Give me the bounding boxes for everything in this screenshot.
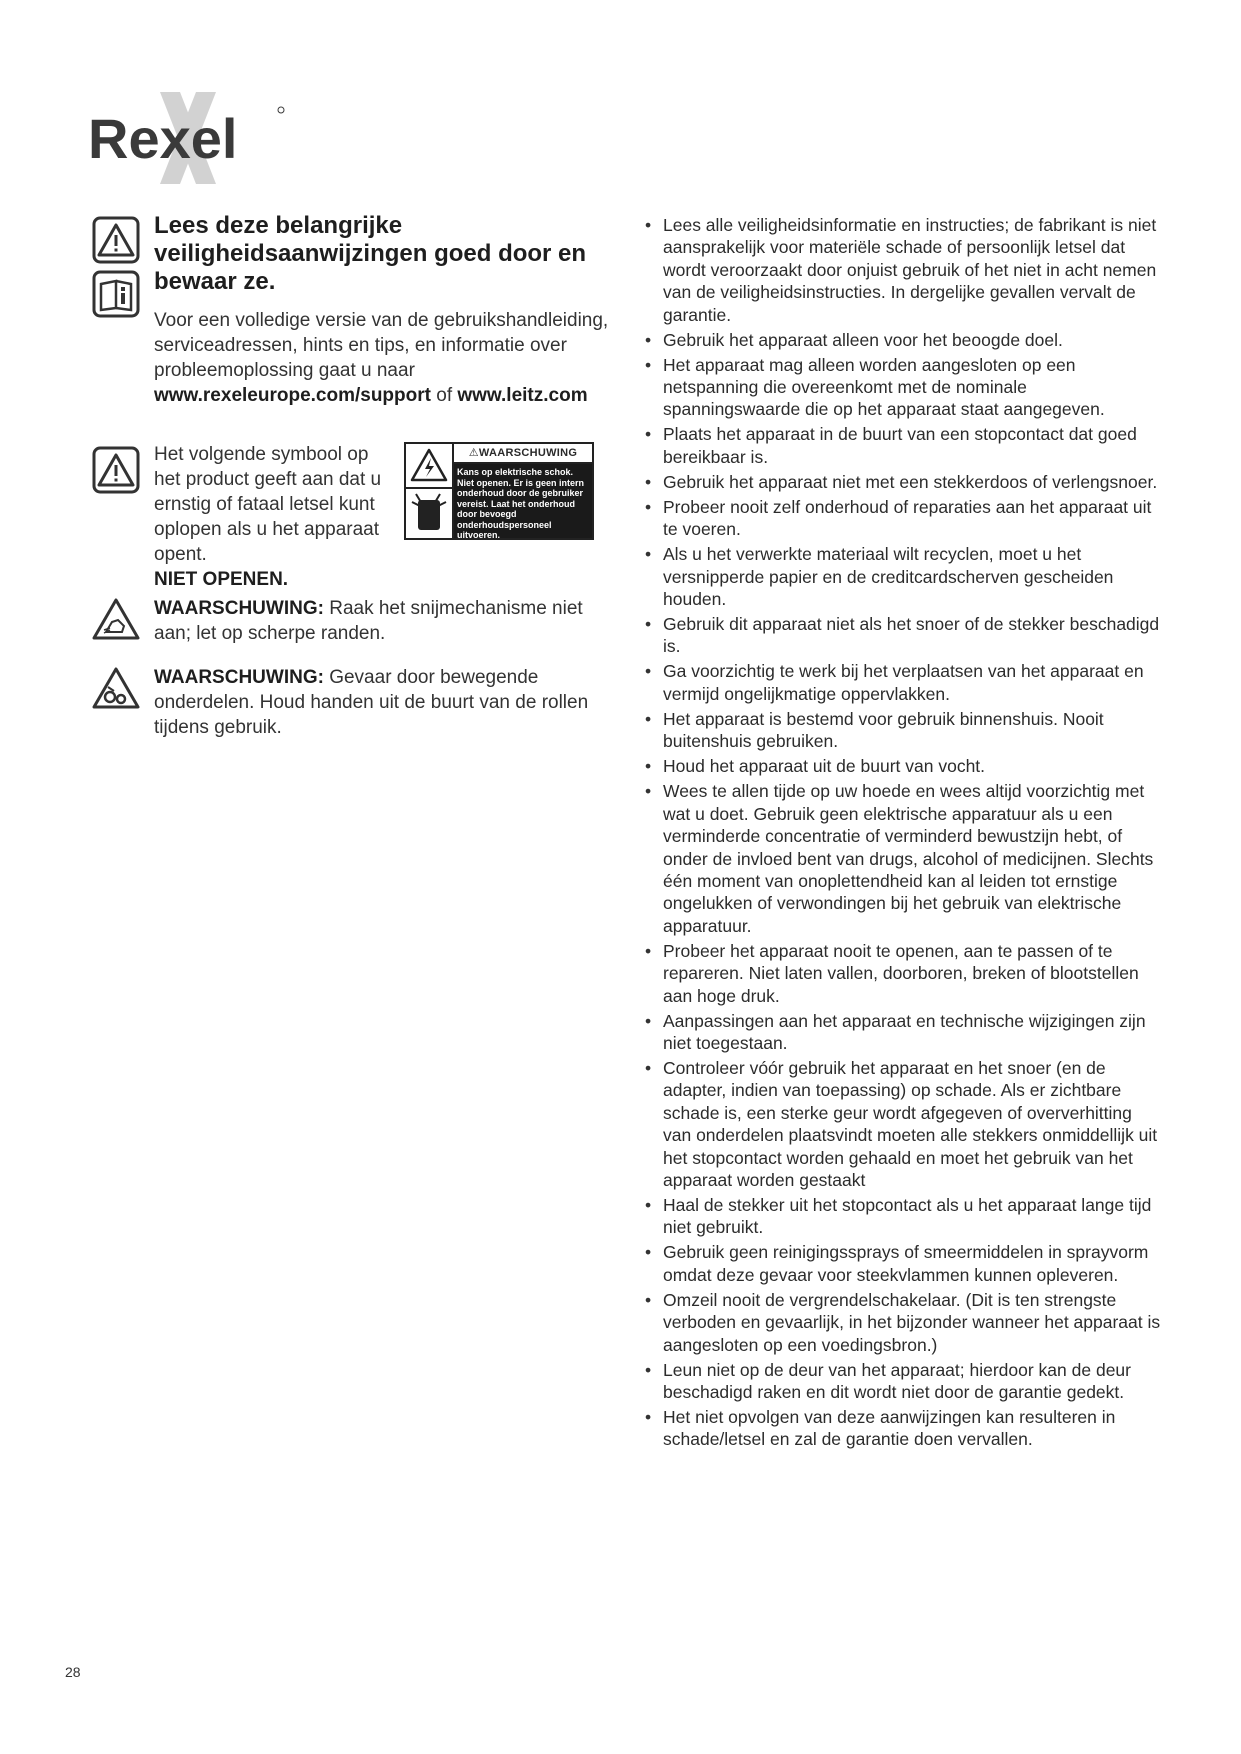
warning-triangle-icon	[92, 216, 140, 264]
list-item: • Het niet opvolgen van deze aanwijzingen kan resulteren in schade/letsel en zal de garantie doen vervallen.	[651, 1406, 1161, 1451]
moving-parts-warning-section	[92, 665, 612, 740]
cutting-warning-section	[92, 596, 612, 656]
do-not-open-text: NIET OPENEN.	[154, 569, 289, 590]
leitz-link[interactable]: www.leitz.com	[457, 385, 588, 406]
list-item: • Gebruik het apparaat alleen voor het beoogde doel.	[651, 329, 1161, 351]
list-item: • Het apparaat is bestemd voor gebruik binnenshuis. Nooit buitenshuis gebruiken.	[651, 708, 1161, 753]
intro-section	[92, 212, 612, 412]
svg-text:Rexel: Rexel	[88, 107, 238, 170]
list-item: • Wees te allen tijde op uw hoede en wees altijd voorzichtig met wat u doet. Gebruik geen elektrische apparatuur als u een verminderde concentratie of verminderd bewustzijn hebt, of onder de invloed bent van drugs, alcohol of medicijnen. Slechts één moment van onoplettendheid kan al leiden tot ernstige ongelukken of verwondingen bij het gebruik van elektrische apparatuur.	[651, 780, 1161, 937]
safety-instructions-list	[651, 214, 1161, 1451]
label-body: Kans op elektrische schok. Niet openen. Er is geen intern onderhoud door de gebruiker vereist. Laat het onderhoud door bevoegd onderhoudspersoneel uitvoeren.	[454, 464, 592, 538]
page-number: 28	[65, 1664, 81, 1680]
list-item: • Probeer het apparaat nooit te openen, aan te passen of te repareren. Niet laten vallen, doorboren, breken of blootstellen aan hoge druk.	[651, 940, 1161, 1007]
list-item: • Controleer vóór gebruik het apparaat en het snoer (en de adapter, indien van toepassing) op schade. Als er zichtbare schade is, een sterke geur wordt afgegeven of oververhitting van onderdelen plaatsvindt moeten alle stekkers onmiddellijk uit het stopcontact worden gehaald en moet het gebruik van het apparaat worden gestaakt	[651, 1057, 1161, 1191]
support-link[interactable]: www.rexeleurope.com/support	[154, 385, 431, 406]
intro-conjunction: of	[430, 385, 458, 406]
read-manual-icon	[92, 270, 140, 318]
rexel-logo	[88, 88, 288, 188]
left-column	[92, 212, 612, 740]
right-column	[651, 214, 1161, 1453]
moving-parts-warning-text	[154, 665, 612, 740]
list-item: • Plaats het apparaat in de buurt van een stopcontact dat goed bereikbaar is.	[651, 423, 1161, 468]
cutting-warning-text	[154, 596, 612, 646]
symbol-description	[154, 442, 394, 592]
list-item: • Omzeil nooit de vergrendelschakelaar. (Dit is ten strengste verboden en gevaarlijk, in het bijzonder wanneer het apparaat is aangesloten op een voedingsbron.)	[651, 1289, 1161, 1356]
list-item: • Houd het apparaat uit de buurt van vocht.	[651, 755, 1161, 777]
list-item: • Haal de stekker uit het stopcontact als u het apparaat lange tijd niet gebruikt.	[651, 1194, 1161, 1239]
moving-parts-warning-icon	[92, 665, 140, 713]
warning-label: WAARSCHUWING:	[154, 667, 324, 688]
warning-triangle-icon	[92, 446, 140, 494]
safety-heading: Lees deze belangrijke veiligheidsaanwijzingen goed door en bewaar ze.	[154, 212, 587, 295]
list-item: • Probeer nooit zelf onderhoud of reparaties aan het apparaat uit te voeren.	[651, 496, 1161, 541]
label-icons	[406, 444, 454, 538]
warning-text: Raak het snijmechanisme niet aan; let op scherpe randen.	[154, 598, 583, 644]
shock-warning-label	[404, 442, 594, 540]
warning-text: Gevaar door bewegende onderdelen. Houd handen uit de buurt van de rollen tijdens gebruik.	[154, 667, 589, 738]
logo-graphic	[88, 88, 288, 188]
symbol-notice-section	[92, 442, 612, 592]
manual-reference-text	[154, 308, 612, 408]
list-item: • Lees alle veiligheidsinformatie en instructies; de fabrikant is niet aansprakelijk voor materiële schade of persoonlijk letsel dat wordt veroorzaakt door onjuist gebruik of het niet in acht nemen van de veiligheidsinstructies. In dergelijke gevallen vervalt de garantie.	[651, 214, 1161, 326]
list-item: • Het apparaat mag alleen worden aangesloten op een netspanning die overeenkomt met de nominale spanningswaarde die op het apparaat staat aangegeven.	[651, 354, 1161, 421]
warning-label: WAARSCHUWING:	[154, 598, 324, 619]
list-item: • Ga voorzichtig te werk bij het verplaatsen van het apparaat en vermijd ongelijkmatige oppervlakken.	[651, 660, 1161, 705]
list-item: • Leun niet op de deur van het apparaat; hierdoor kan de deur beschadigd raken en dit wordt niet door de garantie gedekt.	[651, 1359, 1161, 1404]
list-item: • Als u het verwerkte materiaal wilt recyclen, moet u het versnipperde papier en de creditcardscherven gescheiden houden.	[651, 543, 1161, 610]
list-item: • Gebruik het apparaat niet met een stekkerdoos of verlengsnoer.	[651, 471, 1161, 493]
list-item: • Gebruik geen reinigingssprays of smeermiddelen in sprayvorm omdat deze gevaar voor steekvlammen kunnen opleveren.	[651, 1241, 1161, 1286]
list-item: • Gebruik dit apparaat niet als het snoer of de stekker beschadigd is.	[651, 613, 1161, 658]
symbol-text: Het volgende symbool op het product geeft aan dat u ernstig of fataal letsel kunt oplopen als u het apparaat opent.	[154, 444, 382, 565]
label-heading: ⚠WAARSCHUWING	[454, 444, 592, 464]
intro-text: Voor een volledige versie van de gebruikshandleiding, serviceadressen, hints en tips, en informatie over probleemoplossing gaat u naar	[154, 310, 609, 381]
cutting-hand-warning-icon	[92, 596, 140, 644]
list-item: • Aanpassingen aan het apparaat en technische wijzigingen zijn niet toegestaan.	[651, 1010, 1161, 1055]
